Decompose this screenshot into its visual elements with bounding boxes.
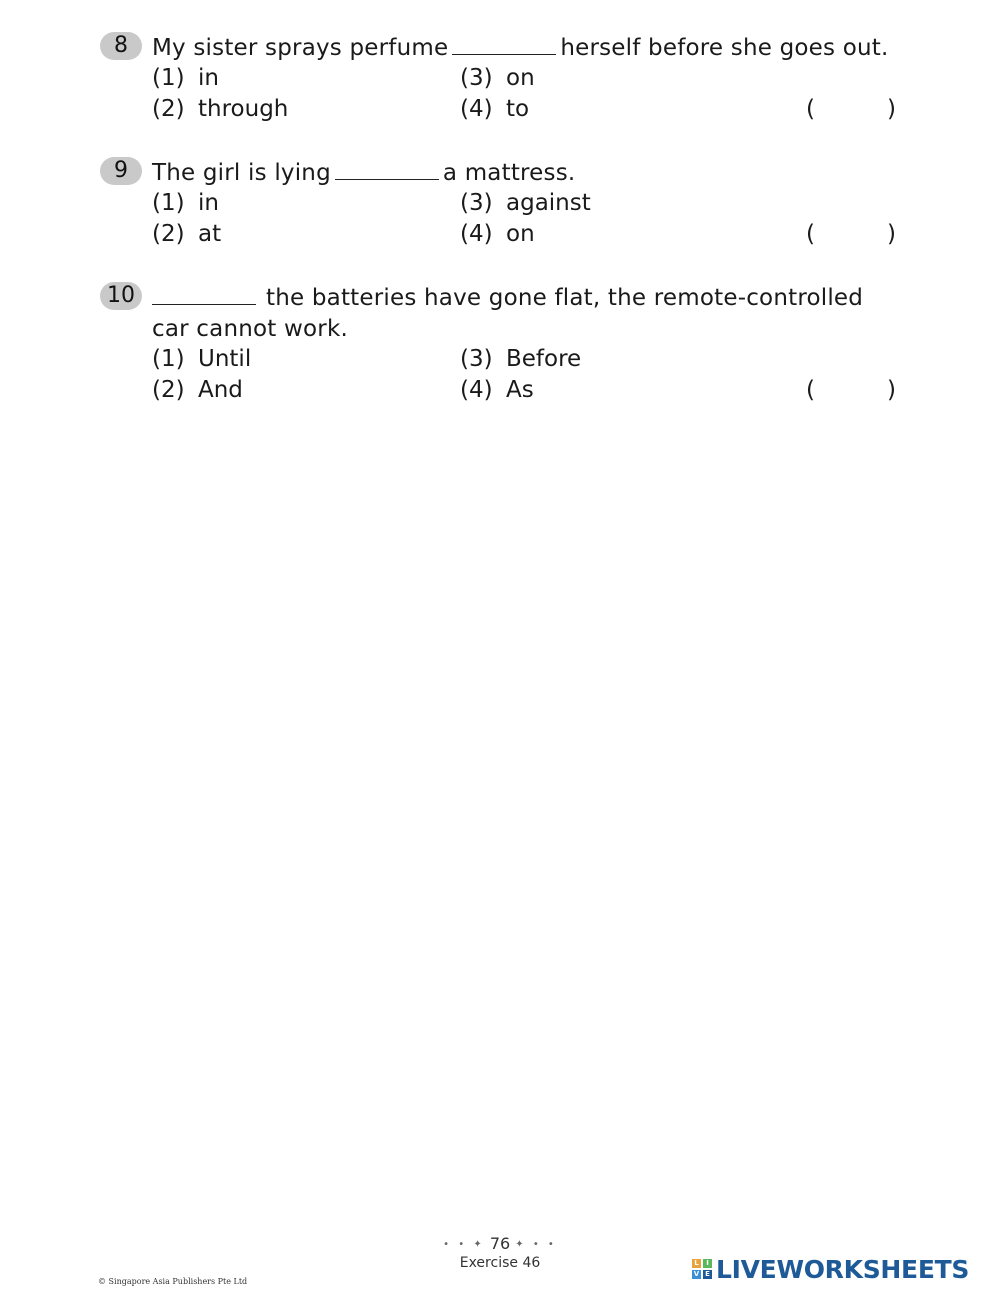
- decorative-dots-icon: ✦ • •: [515, 1239, 557, 1250]
- stem-text-before: My sister sprays perfume: [152, 35, 449, 61]
- option-1: [152, 344, 251, 375]
- paren-close: ): [887, 96, 896, 122]
- paren-open: (: [806, 96, 815, 122]
- option-1: [152, 188, 219, 219]
- option-number: (4): [460, 221, 493, 247]
- option-text: in: [198, 65, 219, 91]
- answer-blank[interactable]: [152, 282, 256, 305]
- option-4: [460, 375, 534, 406]
- answer-box[interactable]: [806, 219, 896, 250]
- option-text: on: [506, 65, 535, 91]
- paren-close: ): [887, 377, 896, 403]
- answer-blank[interactable]: [335, 157, 439, 180]
- option-text: And: [198, 377, 243, 403]
- option-text: on: [506, 221, 535, 247]
- stem-text-before: The girl is lying: [152, 160, 331, 186]
- logo-blocks-icon: [692, 1259, 712, 1279]
- exercise-label: Exercise 46: [459, 1255, 541, 1271]
- logo-text: LIVEWORKSHEETS: [716, 1254, 970, 1284]
- answer-blank[interactable]: [452, 32, 556, 55]
- question-number-badge: 8: [100, 32, 142, 60]
- option-text: Before: [506, 346, 582, 372]
- option-3: [460, 63, 535, 94]
- question-number-badge: 9: [100, 157, 142, 185]
- decorative-dots-icon: • • ✦: [443, 1239, 485, 1250]
- logo-block: E: [703, 1270, 712, 1279]
- option-number: (3): [460, 190, 493, 216]
- question-10: [100, 282, 900, 412]
- paren-open: (: [806, 221, 815, 247]
- option-2: [152, 375, 243, 406]
- option-text: against: [506, 190, 591, 216]
- stem-text-after: herself before she goes out.: [560, 35, 889, 61]
- question-number-badge: 10: [100, 282, 142, 310]
- page-number-footer: [0, 1234, 1000, 1253]
- option-number: (1): [152, 346, 185, 372]
- option-1: [152, 63, 219, 94]
- option-number: (4): [460, 96, 493, 122]
- answer-box[interactable]: [806, 375, 896, 406]
- paren-close: ): [887, 221, 896, 247]
- option-text: through: [198, 96, 289, 122]
- option-number: (1): [152, 190, 185, 216]
- logo-block: V: [693, 1270, 700, 1278]
- option-text: Until: [198, 346, 252, 372]
- copyright-notice: © Singapore Asia Publishers Pte Ltd: [98, 1277, 248, 1286]
- option-text: to: [506, 96, 530, 122]
- option-2: [152, 219, 221, 250]
- question-stem: [152, 282, 894, 345]
- option-3: [460, 344, 581, 375]
- option-number: (3): [460, 65, 493, 91]
- option-text: As: [506, 377, 534, 403]
- option-number: (4): [460, 377, 493, 403]
- option-number: (3): [460, 346, 493, 372]
- answer-box[interactable]: [806, 94, 896, 125]
- question-9: [100, 157, 900, 257]
- question-stem: [152, 32, 894, 64]
- option-3: [460, 188, 591, 219]
- option-4: [460, 94, 529, 125]
- logo-block: I: [703, 1259, 712, 1268]
- option-number: (1): [152, 65, 185, 91]
- stem-text-after: the batteries have gone flat, the remote-controlled car cannot work.: [152, 285, 864, 342]
- page-number: 76: [489, 1234, 511, 1253]
- option-number: (2): [152, 221, 185, 247]
- option-number: (2): [152, 377, 185, 403]
- question-8: [100, 32, 900, 132]
- option-text: at: [198, 221, 222, 247]
- liveworksheets-logo[interactable]: [692, 1254, 969, 1284]
- option-number: (2): [152, 96, 185, 122]
- question-stem: [152, 157, 894, 189]
- option-2: [152, 94, 288, 125]
- stem-text-after: a mattress.: [442, 160, 576, 186]
- logo-block: L: [692, 1259, 701, 1268]
- option-4: [460, 219, 535, 250]
- option-text: in: [198, 190, 219, 216]
- paren-open: (: [806, 377, 815, 403]
